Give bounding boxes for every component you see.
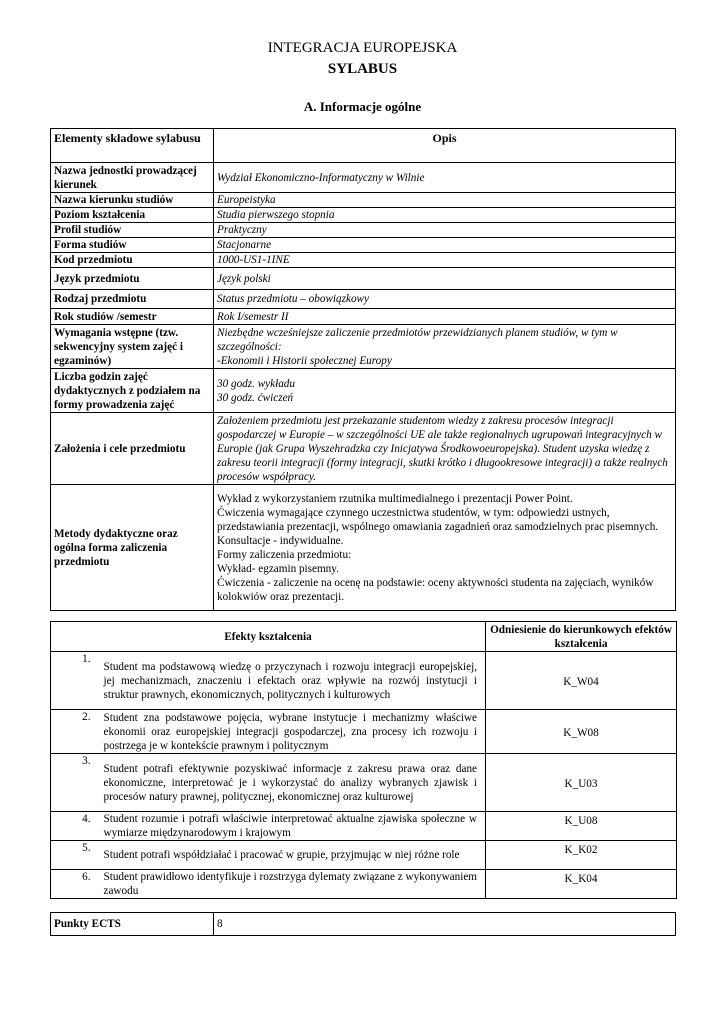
wymagania-line: -Ekonomii i Historii społecznej Europy [217,354,392,367]
efekt-text: Student potrafi współdziałać i pracować w grupie, przyjmując w niej różne role [101,841,486,870]
wymagania-line: Niezbędne wcześniejsze zaliczenie przedmiotów przewidzianych planem studiów, w tym w szczególności: [217,326,618,353]
efekt-text: Student prawidłowo identyfikuje i rozstrzyga dylematy związane z wykonywaniem zawodu [101,870,486,899]
header-elements: Elementy składowe sylabusu [51,129,214,163]
zalozenia-value: Założeniem przedmiotu jest przekazanie studentom wiedzy z zakresu procesów integracji gospodarczej w Europie – w szczególności UE ale także regionalnych ugrupowań integracyjnych w Europie (jak Grupa Wyszehradzka czy Inicjatywa Środkowoeuropejska). Student uzyska wiedzę z zakresu teorii integracji (formy integracji, skutki krótko i długookresowe integracji) a także realnych procesów współpracy. [214,413,676,485]
metody-line: Wykład- egzamin pisemny. [217,562,339,575]
efekt-number: 4. [51,812,101,841]
efekt-text: Student rozumie i potrafi właściwie interpretować aktualne zjawiska społeczne w wymiarze międzynarodowym i krajowym [101,812,486,841]
row-value: Status przedmiotu – obowiązkowy [214,290,676,309]
ects-value: 8 [214,913,676,936]
row-label: Język przedmiotu [51,268,214,290]
row-label: Rodzaj przedmiotu [51,290,214,309]
row-value: 1000-US1-1INE [214,253,676,268]
row-value: Praktyczny [214,223,676,238]
efekt-text: Student zna podstawowe pojęcia, wybrane instytucje i mechanizmy właściwe ekonomii oraz europejskiej integracji gospodarczej, zna procesy ich rozwoju i postrzega je w kontekście prawnym i politycznym [101,710,486,754]
efekt-text: Student ma podstawową wiedzę o przyczynach i rozwoju integracji europejskiej, jej mechanizmach, znaczeniu i efektach oraz wpływie na rozwój instytucji i struktur prawnych, ekonomicznych, politycznych i kulturowych [101,652,486,710]
godziny-line: 30 godz. ćwiczeń [217,391,294,404]
row-label: Profil studiów [51,223,214,238]
metody-line: Ćwiczenia - zaliczenie na ocenę na podstawie: oceny aktywności studenta na zajęciach, wyników kolokwiów oraz prezentacji. [217,576,654,603]
row-label: Rok studiów /semestr [51,309,214,325]
efekt-code: K_W08 [486,710,677,754]
efekt-number: 1. [51,652,101,710]
row-label: Nazwa jednostki prowadzącej kierunek [51,163,214,193]
ects-table [50,912,676,936]
ects-label: Punkty ECTS [51,913,214,936]
metody-line: Wykład z wykorzystaniem rzutnika multimedialnego i prezentacji Power Point. [217,492,573,505]
row-value: Studia pierwszego stopnia [214,208,676,223]
zalozenia-label: Założenia i cele przedmiotu [51,413,214,485]
row-label: Kod przedmiotu [51,253,214,268]
general-info-table [50,128,676,611]
wymagania-value [214,325,676,369]
row-label: Forma studiów [51,238,214,253]
metody-value [214,485,676,611]
efekt-number: 5. [51,841,101,870]
efekty-table [50,621,677,899]
row-value: Europeistyka [214,193,676,208]
row-value: Wydział Ekonomiczno-Informatyczny w Wilnie [214,163,676,193]
document-subtitle: SYLABUS [327,61,398,77]
row-value: Rok I/semestr II [214,309,676,325]
metody-line: Konsultacje - indywidualne. [217,534,344,547]
section-a-heading: A. Informacje ogólne [303,99,422,114]
wymagania-label: Wymagania wstępne (tzw. sekwencyjny system zajęć i egzaminów) [51,325,214,369]
efekt-text: Student potrafi efektywnie pozyskiwać informacje z zakresu prawa oraz dane ekonomiczne, interpretować je i wykorzystać do analizy wybranych zjawisk i procesów natury prawnej, politycznej, ekonomicznej oraz kulturowej [101,754,486,812]
efekt-code: K_U08 [486,812,677,841]
efekt-number: 2. [51,710,101,754]
efekt-number: 6. [51,870,101,899]
metody-label: Metody dydaktyczne oraz ogólna forma zaliczenia przedmiotu [51,485,214,611]
efekt-code: K_W04 [486,652,677,710]
godziny-value [214,369,676,413]
efekt-code: K_U03 [486,754,677,812]
header-opis: Opis [214,129,676,163]
odniesienie-header: Odniesienie do kierunkowych efektów kształcenia [486,622,677,652]
godziny-line: 30 godz. wykładu [217,377,295,390]
efekt-code: K_K04 [486,870,677,899]
row-label: Poziom kształcenia [51,208,214,223]
row-value: Stacjonarne [214,238,676,253]
efekty-header: Efekty kształcenia [51,622,486,652]
row-label: Nazwa kierunku studiów [51,193,214,208]
efekt-number: 3. [51,754,101,812]
metody-line: Ćwiczenia wymagające czynnego uczestnictwa studentów, w tym: odpowiedzi ustnych, przedstawiania prezentacji, wspólnego omawiania zagadnień oraz samodzielnych prac pisemnych. [217,506,659,533]
metody-line: Formy zaliczenia przedmiotu: [217,548,352,561]
document-title: INTEGRACJA EUROPEJSKA [267,40,458,56]
godziny-label: Liczba godzin zajęć dydaktycznych z podziałem na formy prowadzenia zajęć [51,369,214,413]
efekt-code: K_K02 [486,841,677,870]
row-value: Język polski [214,268,676,290]
